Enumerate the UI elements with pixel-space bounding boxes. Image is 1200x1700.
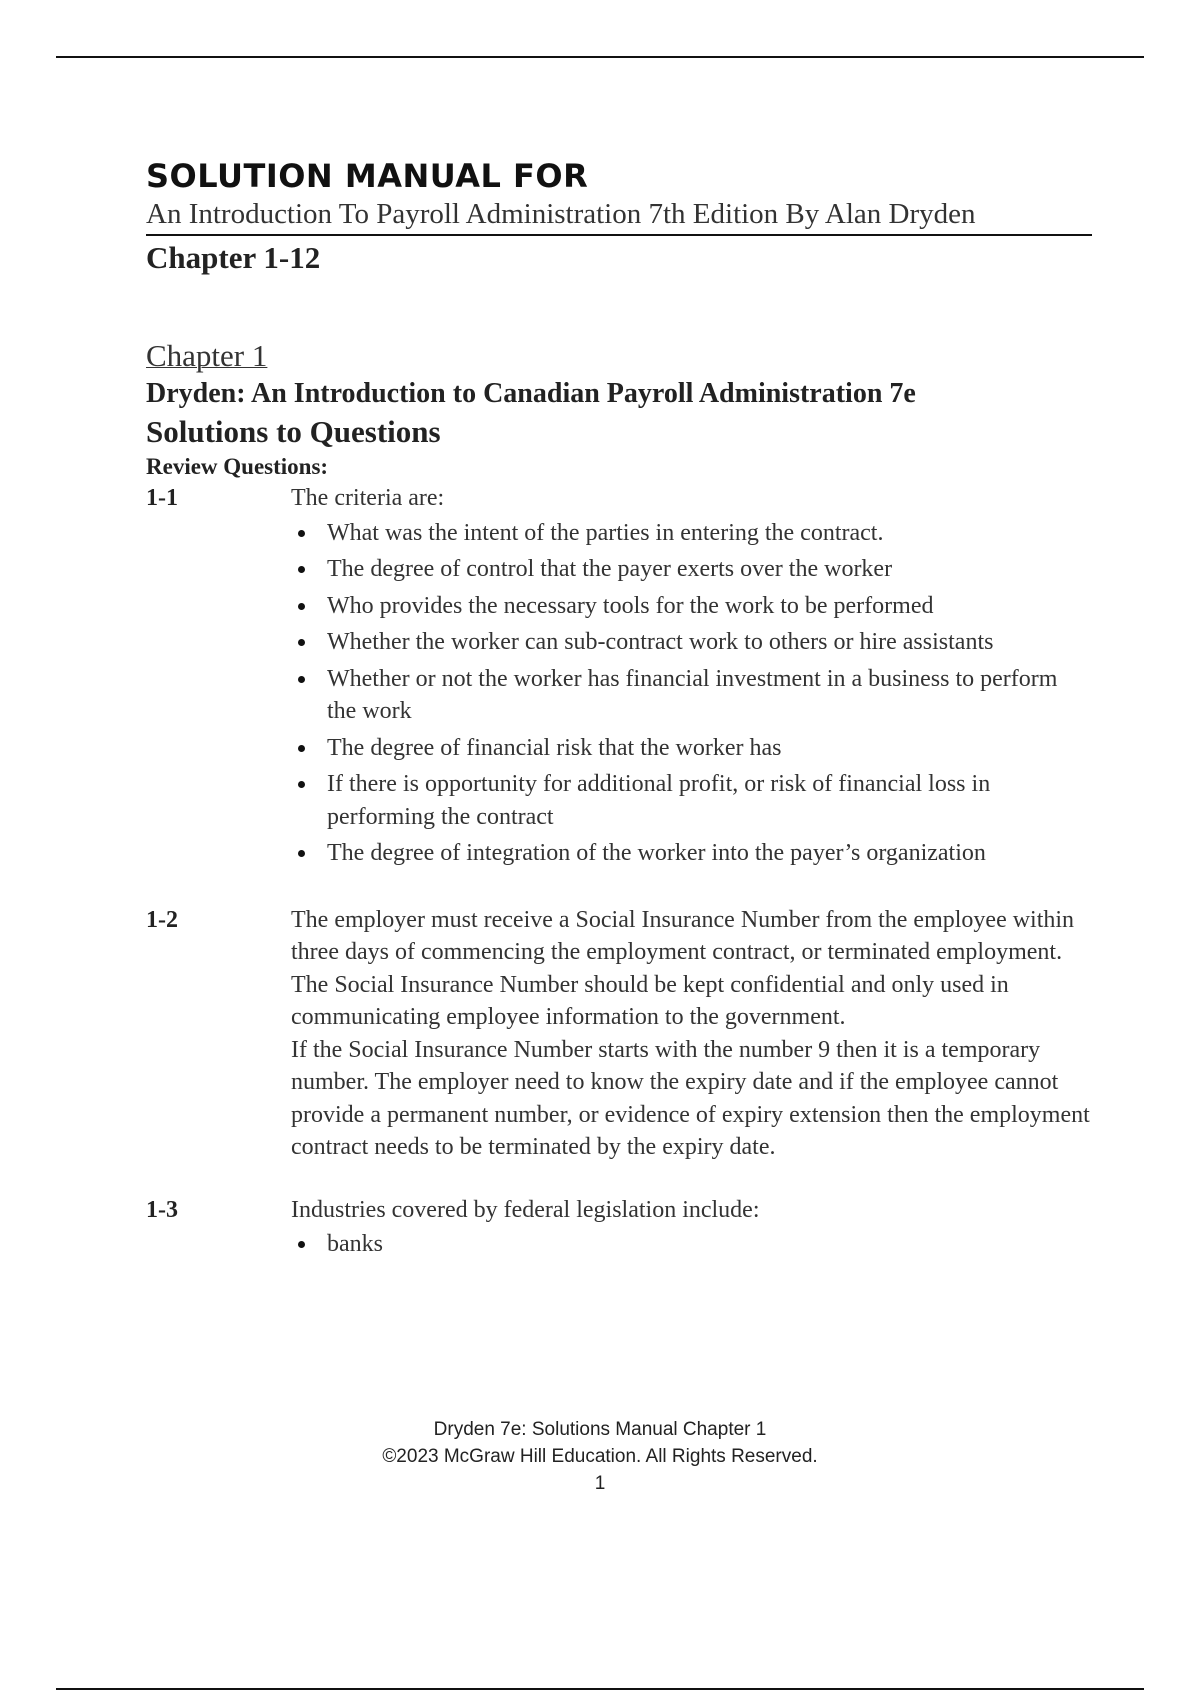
question-1-3 (146, 1194, 1092, 1265)
footer-manual-line: Dryden 7e: Solutions Manual Chapter 1 (433, 1419, 767, 1440)
answer-body (291, 482, 1092, 874)
list-item: The degree of integration of the worker into the payer’s organization (327, 837, 1092, 870)
answer-paragraph: The Social Insurance Number should be kept confidential and only used in communicating employee information to the government. (291, 971, 1009, 1030)
solutions-title: Solutions to Questions (146, 414, 441, 449)
answer-body (291, 1194, 1092, 1265)
question-1-2 (146, 904, 1092, 1164)
question-1-1 (146, 482, 1092, 874)
answer-paragraph: If the Social Insurance Number starts with the number 9 then it is a temporary number. The employer need to know the expiry date and if the employee cannot provide a permanent number, or evidence of expiry extension then the employment contract needs to be terminated by the expiry date. (291, 1036, 1090, 1160)
list-item: Who provides the necessary tools for the work to be performed (327, 590, 1092, 623)
question-number: 1-3 (146, 1196, 178, 1223)
list-item: banks (327, 1228, 1092, 1261)
list-item: Whether or not the worker has financial investment in a business to perform the work (327, 663, 1092, 728)
book-title: Dryden: An Introduction to Canadian Payroll Administration 7e (146, 378, 916, 409)
industries-list (291, 1228, 1092, 1261)
footer-copyright: ©2023 McGraw Hill Education. All Rights Reserved. (382, 1446, 818, 1467)
chapter-range: Chapter 1-12 (146, 240, 321, 275)
criteria-list (291, 517, 1092, 870)
chapter-heading: Chapter 1 (146, 338, 268, 373)
list-item: The degree of financial risk that the worker has (327, 732, 1092, 765)
list-item: What was the intent of the parties in entering the contract. (327, 517, 1092, 550)
top-rule (56, 56, 1144, 58)
list-item: If there is opportunity for additional profit, or risk of financial loss in performing the contract (327, 768, 1092, 833)
list-item: Whether the worker can sub-contract work to others or hire assistants (327, 626, 1092, 659)
answer-body (291, 904, 1092, 1164)
review-questions-label: Review Questions: (146, 454, 329, 479)
bottom-rule (56, 1688, 1144, 1690)
manual-title: SOLUTION MANUAL FOR (146, 157, 589, 195)
answer-intro: The criteria are: (291, 485, 445, 511)
answer-paragraph: The employer must receive a Social Insurance Number from the employee within three days of commencing the employment contract, or terminated employment. (291, 906, 1075, 965)
question-number: 1-1 (146, 485, 178, 511)
document-page (146, 156, 1092, 1265)
list-item: The degree of control that the payer exerts over the worker (327, 553, 1092, 586)
book-subtitle: An Introduction To Payroll Administration 7th Edition By Alan Dryden (146, 196, 1092, 236)
question-number: 1-2 (146, 906, 178, 933)
page-number: 1 (594, 1473, 606, 1494)
page-footer (0, 1416, 1200, 1497)
answer-intro: Industries covered by federal legislation include: (291, 1196, 760, 1223)
